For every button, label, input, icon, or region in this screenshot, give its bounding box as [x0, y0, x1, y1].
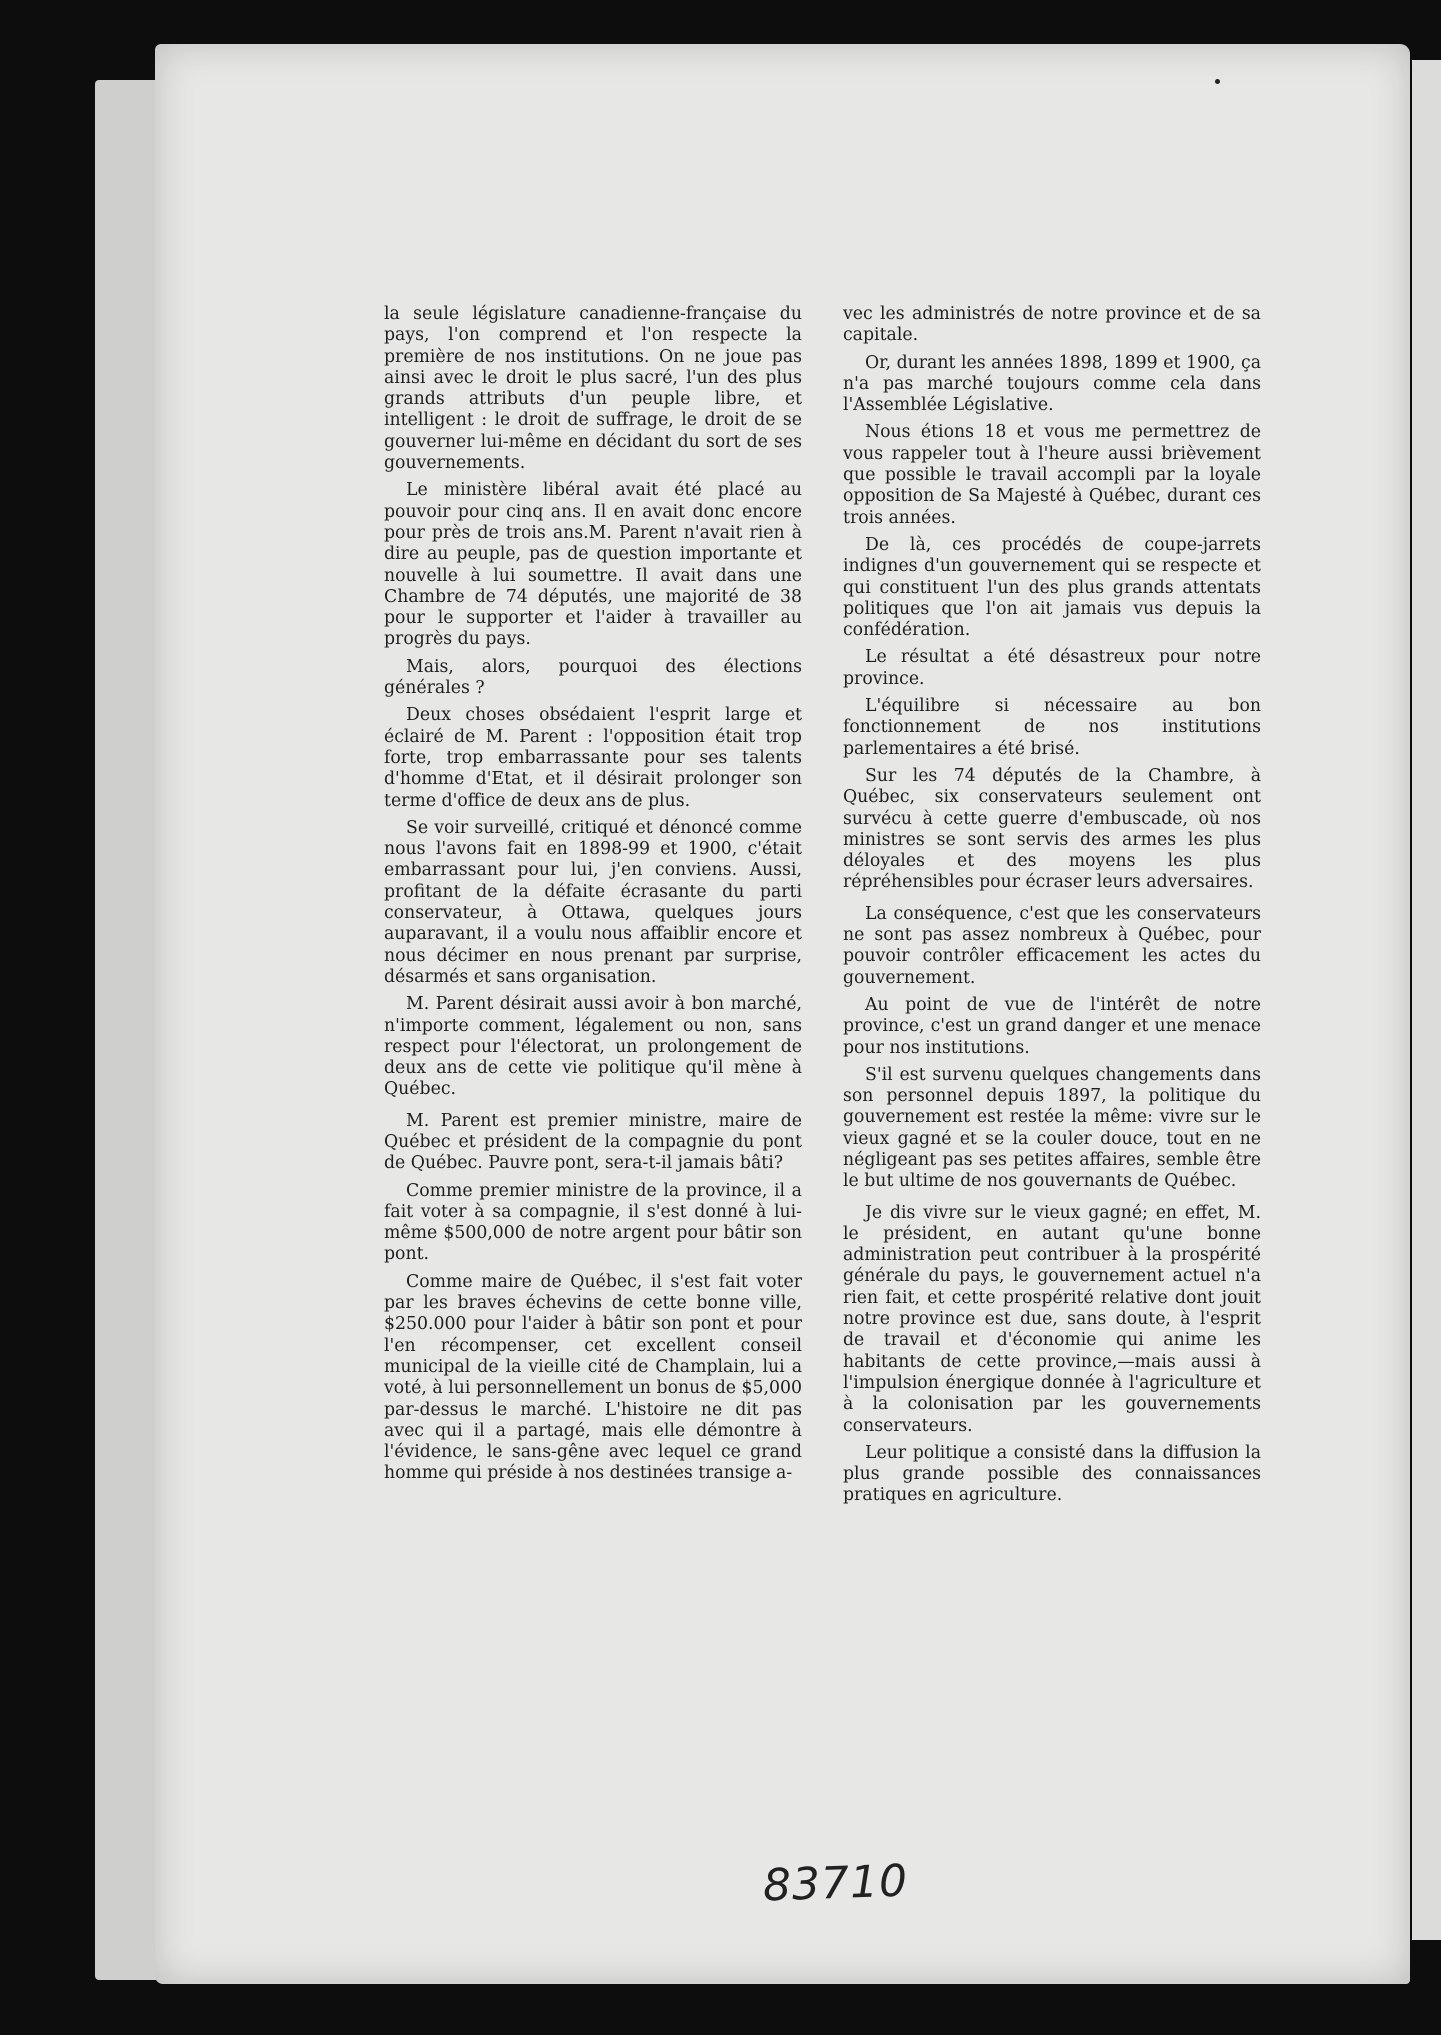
paragraph: Comme maire de Québec, il s'est fait voter par les braves échevins de cette bonne ville, $250.000 pour l'aider à bâtir son pont et pour l'en récompenser, cet excellent conseil municipal de la vieille cité de Champlain, lui a voté, à lui personnellement un bonus de $5,000 par-dessus le marché. L'histoire ne dit pas avec qui il a partagé, mais elle démontre à l'évidence, le sans-gêne avec lequel ce grand homme qui préside à nos destinées transige a-	[384, 1271, 802, 1484]
paragraph: De là, ces procédés de coupe-jarrets indignes d'un gouvernement qui se respecte et qui constituent l'un des plus grands attentats politiques que l'on ait jamais vus depuis la confédération.	[843, 534, 1261, 641]
paragraph: Je dis vivre sur le vieux gagné; en effet, M. le président, en autant qu'une bonne administration peut contribuer à la prospérité générale du pays, le gouvernement actuel n'a rien fait, et cette prospérité relative dont jouit notre province est due, sans doute, à l'esprit de travail et d'économie qui anime les habitants de cette province,—mais aussi à l'impulsion énergique donnée à l'agriculture et à la colonisation par les gouvernements conservateurs.	[843, 1202, 1261, 1436]
paragraph: Mais, alors, pourquoi des élections générales ?	[384, 656, 802, 699]
paragraph: Le ministère libéral avait été placé au pouvoir pour cinq ans. Il en avait donc encore pour près de trois ans.M. Parent n'avait rien à dire au peuple, pas de question importante et nouvelle à lui soumettre. Il avait dans une Chambre de 74 députés, une majorité de 38 pour le supporter et l'aider à travailler au progrès du pays.	[384, 480, 802, 650]
right-column	[843, 304, 1261, 1513]
adjacent-page-edge	[1412, 60, 1441, 1940]
paragraph: Au point de vue de l'intérêt de notre province, c'est un grand danger et une menace pour nos institutions.	[843, 994, 1261, 1058]
paragraph: Comme premier ministre de la province, il a fait voter à sa compagnie, il s'est donné à lui-même $500,000 de notre argent pour bâtir son pont.	[384, 1180, 802, 1265]
paragraph: vec les administrés de notre province et de sa capitale.	[843, 304, 1261, 346]
paragraph: Deux choses obsédaient l'esprit large et éclairé de M. Parent : l'opposition était trop forte, trop embarrassante pour ses talents d'homme d'Etat, et il désirait prolonger son terme d'office de deux ans de plus.	[384, 705, 802, 811]
paragraph: Le résultat a été désastreux pour notre province.	[843, 647, 1261, 689]
speck	[1215, 79, 1220, 84]
paragraph: La conséquence, c'est que les conservateurs ne sont pas assez nombreux à Québec, pour pouvoir contrôler efficacement les actes du gouvernement.	[843, 903, 1261, 988]
paragraph: Sur les 74 députés de la Chambre, à Québec, six conservateurs seulement ont survécu à cette guerre d'embuscade, où nos ministres se sont servis des armes les plus déloyales et des moyens les plus répréhensibles pour écraser leurs adversaires.	[843, 765, 1261, 893]
paragraph: S'il est survenu quelques changements dans son personnel depuis 1897, la politique du gouvernement est restée la même: vivre sur le vieux gagné et se la couler douce, tout en ne négligeant pas ses petites affaires, semble être le but ultime de nos gouvernants de Québec.	[843, 1064, 1261, 1192]
left-column	[384, 304, 802, 1491]
paragraph: la seule législature canadienne-française du pays, l'on comprend et l'on respecte la première de nos institutions. On ne joue pas ainsi avec le droit le plus sacré, l'un des plus grands attributs d'un peuple libre, et intelligent : le droit de suffrage, le droit de se gouverner lui-même en décidant du sort de ses gouvernements.	[384, 304, 802, 474]
paragraph: Or, durant les années 1898, 1899 et 1900, ça n'a pas marché toujours comme cela dans l'Assemblée Législative.	[843, 352, 1261, 416]
paragraph: M. Parent est premier ministre, maire de Québec et président de la compagnie du pont de Québec. Pauvre pont, sera-t-il jamais bâti?	[384, 1110, 802, 1174]
handwritten-catalog-number: 83710	[762, 1855, 909, 1912]
paragraph: Leur politique a consisté dans la diffusion la plus grande possible des connaissances pratiques en agriculture.	[843, 1442, 1261, 1506]
paragraph: Nous étions 18 et vous me permettrez de vous rappeler tout à l'heure aussi brièvement que possible le travail accompli par la loyale opposition de Sa Majesté à Québec, durant ces trois années.	[843, 422, 1261, 528]
paragraph: Se voir surveillé, critiqué et dénoncé comme nous l'avons fait en 1898-99 et 1900, c'était embarrassant pour lui, j'en conviens. Aussi, profitant de la défaite écrasante du parti conservateur, à Ottawa, quelques jours auparavant, il a voulu nous affaiblir encore et nous décimer en nous prenant par surprise, désarmés et sans organisation.	[384, 817, 802, 987]
paragraph: M. Parent désirait aussi avoir à bon marché, n'importe comment, légalement ou non, sans respect pour l'électorat, un prolongement de deux ans de cette vie politique qu'il mène à Québec.	[384, 994, 802, 1100]
paragraph: L'équilibre si nécessaire au bon fonctionnement de nos institutions parlementaires a été brisé.	[843, 696, 1261, 759]
